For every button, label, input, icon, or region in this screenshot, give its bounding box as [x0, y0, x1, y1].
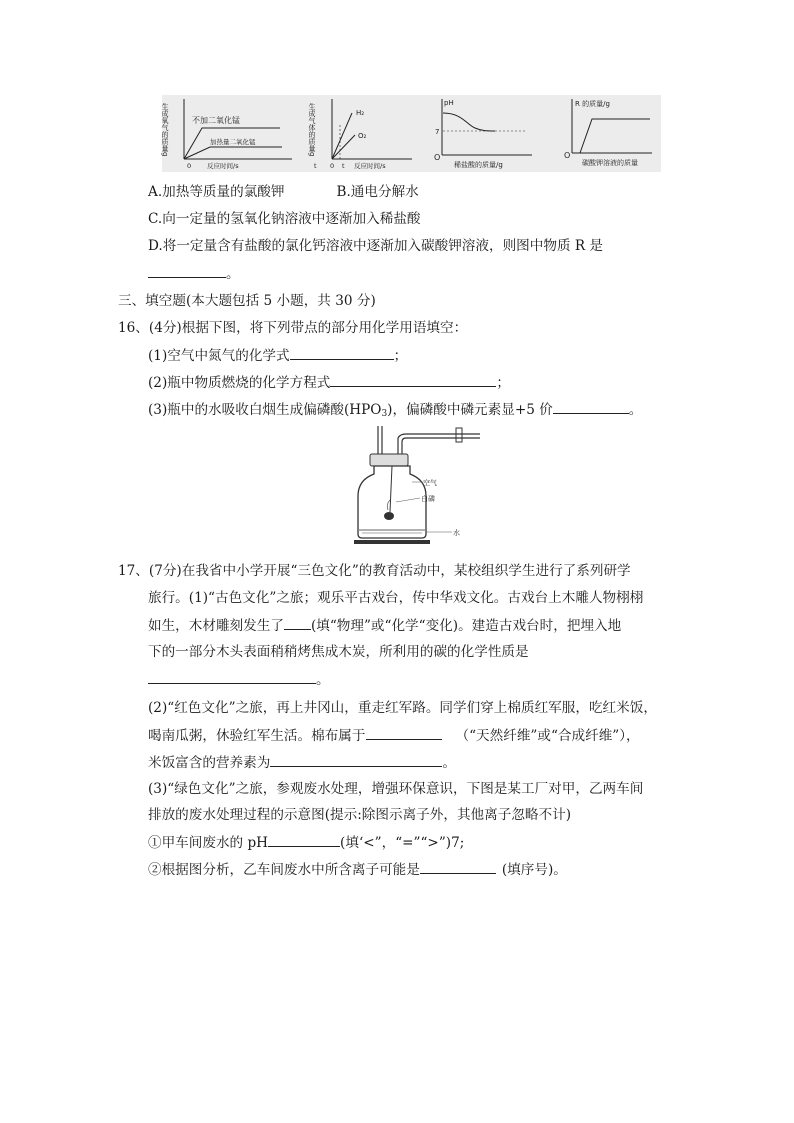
q17-line5-end: 。	[316, 672, 330, 688]
q17-line3-text: 如生，木材雕刻发生了	[148, 618, 284, 634]
q15-option-d-answer	[148, 264, 240, 283]
q15-option-d: D.将一定量含有盐酸的氯化钙溶液中逐渐加入碳酸钾溶液，则图中物质 R 是	[148, 238, 604, 254]
q16-item3-text-b: )，偏磷酸中磷元素显+5 价	[387, 402, 553, 418]
section-title: 三、填空题(本大题包括 5 小题，共 30 分)	[118, 293, 376, 309]
q15-option-c: C.向一定量的氢氧化钠溶液中逐渐加入稀盐酸	[148, 211, 421, 227]
q17-p2-line3-end: 。	[442, 755, 456, 771]
graph-c-ylabel: pH	[444, 99, 454, 107]
answer-blank[interactable]	[290, 346, 394, 360]
q15-option-a: A.加热等质量的氯酸钾	[148, 184, 285, 200]
q16-item1-end: ；	[393, 348, 408, 364]
graph-b-tick-2: t	[342, 162, 345, 170]
q16-item2	[148, 373, 510, 392]
label-air: 空气	[423, 479, 437, 487]
q17-line3-text-b: (填“物理”或“化学“变化)。建造古戏台时，把埋入地	[310, 618, 622, 634]
q16-item2-text: (2)瓶中物质燃烧的化学方程式	[148, 375, 331, 391]
q17-line4: 下的一部分木头表面稍稍烤焦成木炭，所利用的碳的化学性质是	[148, 644, 529, 660]
q17-line5	[148, 670, 330, 689]
graph-a	[161, 99, 292, 170]
q16-item3	[148, 400, 642, 423]
graph-b-ylabel: 生成气体的质量g	[308, 103, 316, 157]
answer-blank[interactable]	[420, 860, 496, 874]
q16-item3-subscript: 3	[381, 409, 388, 419]
q16-stem: 16、(4分)根据下图，将下列带点的部分用化学用语填空：	[118, 320, 468, 336]
answer-blank[interactable]	[148, 670, 316, 684]
apparatus-diagram	[352, 424, 482, 550]
graph-c-origin: O	[434, 153, 441, 162]
q17-line3	[148, 616, 621, 635]
graph-b-line1: H₂	[356, 109, 365, 117]
q17-line1: 17、(7分)在我省中小学开展“三色文化”的教育活动中，某校组织学生进行了系列研学	[118, 563, 631, 579]
answer-blank[interactable]	[270, 753, 442, 767]
answer-blank[interactable]	[268, 833, 340, 847]
graph-c-xlabel: 稀盐酸的质量/g	[454, 161, 503, 169]
graph-a-origin: 0	[187, 162, 192, 170]
label-phosphorus: 白磷	[421, 495, 435, 503]
q15-options-ab	[148, 183, 419, 201]
q16-item2-end: ；	[496, 375, 510, 391]
q16-item3-end: 。	[628, 402, 643, 418]
graph-b	[308, 99, 412, 170]
q17-p3-line2: 排放的废水处理过程的示意图(提示:除图示离子外，其他离子忽略不计)	[148, 807, 571, 823]
q17-p3-line4-text-b: (填序号)。	[501, 862, 567, 878]
answer-blank[interactable]	[366, 726, 442, 740]
graph-d-ylabel: R 的质量/g	[575, 100, 610, 108]
q17-p2-line3	[148, 753, 456, 772]
q16-item1-text: (1)空气中氮气的化学式	[148, 348, 290, 364]
q16-item3-text: (3)瓶中的水吸收白烟生成偏磷酸(HPO	[148, 402, 382, 418]
graph-b-line2: O₂	[358, 132, 367, 140]
graph-a-ylabel: 生成氧气的质量g	[161, 103, 169, 157]
q16-item1	[148, 346, 407, 365]
q17-p2-line2-text: 喝南瓜粥，休验红军生活。棉布属于	[148, 728, 366, 744]
q17-p3-line1: (3)“绿色文化”之旅，参观废水处理，增强环保意识，下图是某工厂对甲，乙两车间	[148, 781, 644, 797]
answer-blank[interactable]	[330, 373, 496, 387]
answer-blank[interactable]	[148, 264, 226, 278]
q17-p3-line4-text: ②根据图分析，乙车间废水中所含离子可能是	[148, 862, 420, 878]
q17-p3-line4	[148, 860, 567, 879]
graph-a-bottom-label: 加热量二氧化锰	[210, 138, 256, 146]
q17-p2-line1: (2)“红色文化”之旅，再上井冈山，重走红军路。同学们穿上棉质红军服，吃红米饭，	[148, 700, 657, 716]
q17-p3-line3-text: ①甲车间废水的 pH	[148, 835, 269, 851]
q17-p2-line2	[148, 726, 640, 745]
graph-d-xlabel: 碳酸钾溶液的质量	[582, 159, 638, 167]
graph-strip	[162, 95, 661, 172]
graph-a-top-label: 不加二氧化锰	[192, 116, 240, 125]
q15-option-d-end: 。	[226, 266, 240, 282]
q17-p2-line3-text: 米饭富含的营养素为	[148, 755, 271, 771]
answer-blank[interactable]	[553, 400, 629, 414]
graph-d-origin: O	[564, 151, 571, 160]
answer-blank[interactable]	[284, 616, 311, 630]
label-water: 水	[453, 529, 460, 537]
graph-b-tick: t	[314, 162, 317, 170]
q17-p2-line2-text-b: （“天然纤维”或“合成纤维”），	[455, 728, 640, 744]
q17-p3-line3	[148, 833, 464, 852]
graph-b-origin: 0	[330, 162, 335, 170]
graph-a-xlabel: 反应时间/s	[207, 162, 239, 170]
q17-p3-line3-text-b: (填‘<”，“=”“>”)7;	[340, 835, 465, 851]
graph-d	[564, 99, 652, 167]
graph-c	[434, 99, 532, 169]
q17-line2: 旅行。(1)“古色文化”之旅；观乐平古戏台，传中华戏文化。古戏台上木雕人物栩栩	[148, 590, 644, 606]
q15-option-b: B.通电分解水	[336, 184, 419, 200]
graph-c-tick: 7	[435, 128, 440, 136]
graph-b-xlabel: 反应时间/s	[354, 162, 386, 170]
